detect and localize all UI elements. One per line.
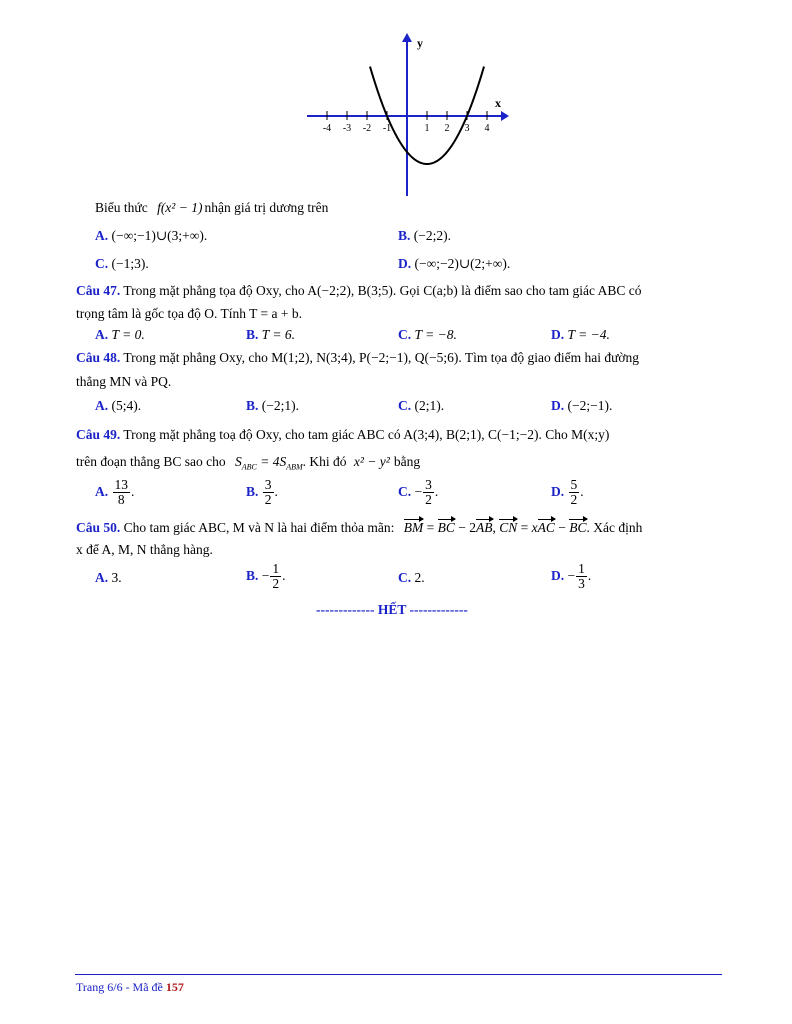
y-axis-label: y: [417, 36, 423, 50]
end-marker: ------------- HẾT -------------: [316, 602, 468, 617]
q46-option-b[interactable]: B. (−2;2).: [398, 228, 451, 243]
q50-option-b[interactable]: B. − $\frac{1}{2}$ .: [246, 561, 286, 592]
q48-option-b[interactable]: B. (−2;1).: [246, 398, 299, 413]
x-tick-label: 4: [484, 123, 490, 134]
page-footer: Trang 6/6 - Mã đề 157: [76, 980, 184, 994]
q49-line2: trên đoạn thẳng BC sao cho $S_{ABC} = 4S_{ABM}$. Khi đó x² − y² bằng: [76, 454, 421, 472]
x-tick-label: -2: [362, 123, 372, 134]
parabola-graph: [305, 30, 515, 200]
q49-option-d[interactable]: D. $\frac{5}{2}$ .: [551, 477, 584, 508]
x-axis-arrow: [501, 111, 509, 121]
x-tick-label: -1: [382, 123, 392, 134]
q48-line2: thẳng MN và PQ.: [76, 374, 172, 389]
q47-line1: Câu 47. Trong mặt phẳng tọa độ Oxy, cho A(−2;2), B(3;5). Gọi C(a;b) là điểm sao cho tam giác ABC có: [76, 283, 642, 298]
y-axis-arrow: [402, 33, 412, 42]
q46-option-d[interactable]: D. (−∞;−2)∪(2;+∞).: [398, 256, 511, 271]
q47-option-c[interactable]: C. T = −8.: [398, 327, 457, 342]
x-tick-label: 1: [424, 123, 430, 134]
q48-option-c[interactable]: C. (2;1).: [398, 398, 445, 413]
x-tick-label: -3: [342, 123, 352, 134]
x-tick-label: 3: [464, 123, 470, 134]
q50-option-d[interactable]: D. − $\frac{1}{3}$ .: [551, 561, 592, 592]
q49-option-c[interactable]: C. − $\frac{3}{2}$ .: [398, 477, 439, 508]
q46-stem: Biểu thức f(x² − 1) nhận giá trị dương trên: [95, 200, 329, 215]
q48-option-a[interactable]: A. (5;4).: [95, 398, 142, 413]
q48-option-d[interactable]: D. (−2;−1).: [551, 398, 613, 413]
q49-option-a[interactable]: A. $\frac{13}{8}$ .: [95, 477, 135, 508]
q46-option-a[interactable]: A. (−∞;−1)∪(3;+∞).: [95, 228, 208, 243]
x-axis-label: x: [495, 96, 501, 110]
q49-option-b[interactable]: B. $\frac{3}{2}$ .: [246, 477, 278, 508]
q46-option-c[interactable]: C. (−1;3).: [95, 256, 149, 271]
footer-divider: [75, 974, 722, 975]
x-tick-label: 2: [444, 123, 450, 134]
q47-option-b[interactable]: B. T = 6.: [246, 327, 296, 342]
q50-line2: x để A, M, N thẳng hàng.: [76, 542, 213, 557]
q50-option-c[interactable]: C. 2.: [398, 570, 425, 585]
q49-line1: Câu 49. Trong mặt phẳng toạ độ Oxy, cho tam giác ABC có A(3;4), B(2;1), C(−1;−2). Cho M(x;y): [76, 427, 610, 442]
q50-line1: Câu 50. Cho tam giác ABC, M và N là hai điểm thỏa mãn: BM = BC − 2AB, CN = xAC − BC. Xác định: [76, 520, 643, 535]
q47-option-a[interactable]: A. T = 0.: [95, 327, 145, 342]
x-tick-label: -4: [322, 123, 332, 134]
q47-option-d[interactable]: D. T = −4.: [551, 327, 610, 342]
q48-line1: Câu 48. Trong mặt phẳng Oxy, cho M(1;2), N(3;4), P(−2;−1), Q(−5;6). Tìm tọa độ giao điểm hai đường: [76, 350, 640, 365]
q47-line2: trọng tâm là gốc tọa độ O. Tính T = a + b.: [76, 306, 302, 321]
q50-option-a[interactable]: A. 3.: [95, 570, 122, 585]
